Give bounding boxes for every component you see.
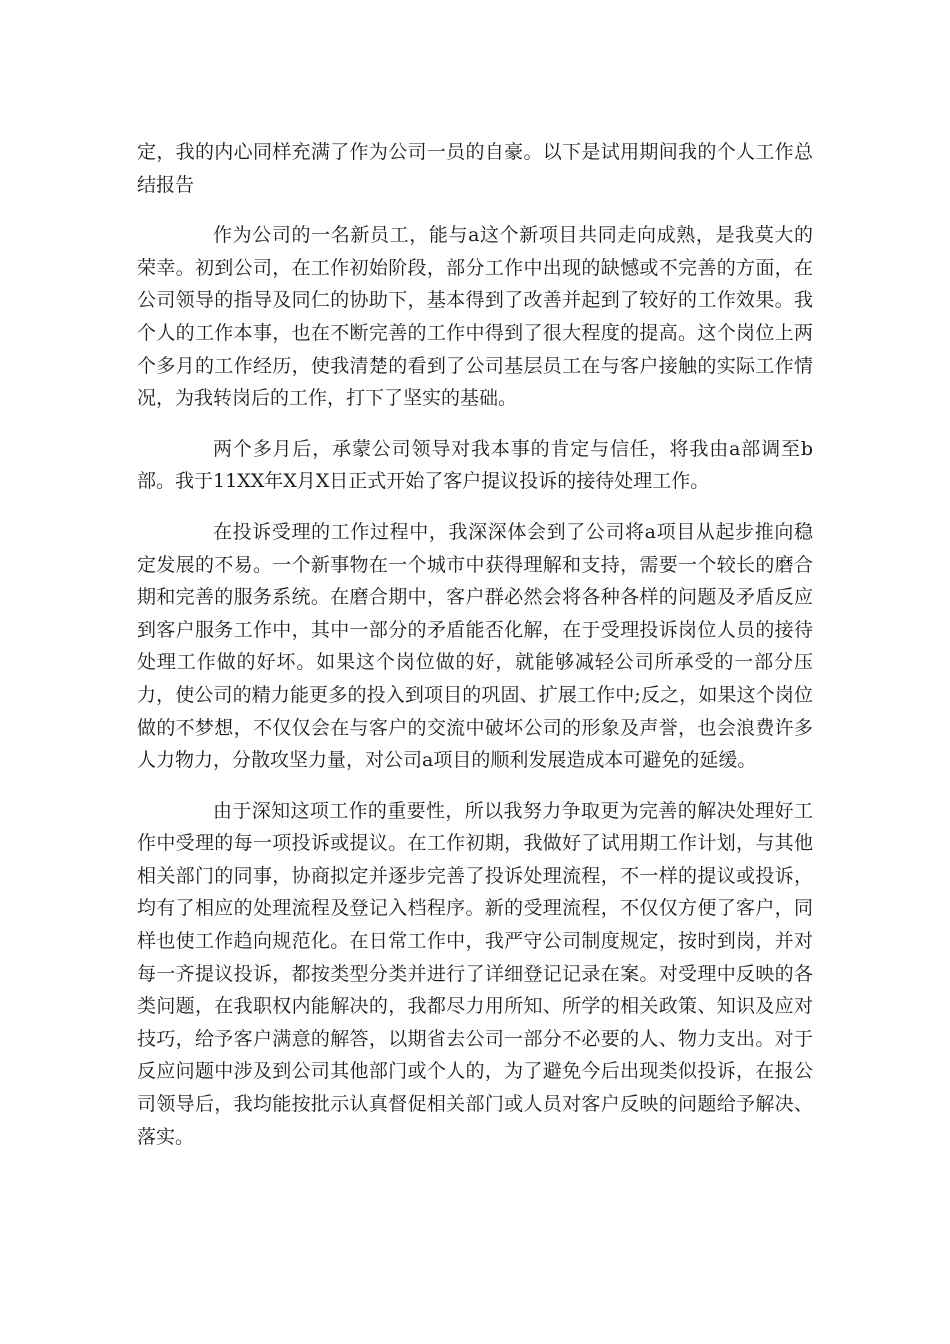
paragraph-complaint-process: 在投诉受理的工作过程中，我深深体会到了公司将a项目从起步推向稳定发展的不易。一个新事物在一个城市中获得理解和支持，需要一个较长的磨合期和完善的服务系统。在磨合期中，客户群必然会将各种各样的问题及矛盾反应到客户服务工作中，其中一部分的矛盾能否化解，在于受理投诉岗位人员的接待处理工作做的好坏。如果这个岗位做的好，就能够减轻公司所承受的一部分压力，使公司的精力能更多的投入到项目的巩固、扩展工作中;反之，如果这个岗位做的不梦想，不仅仅会在与客户的交流中破坏公司的形象及声誉，也会浪费许多人力物力，分散攻坚力量，对公司a项目的顺利发展造成本可避免的延缓。	[137, 520, 813, 772]
paragraph-new-employee: 作为公司的一名新员工，能与a这个新项目共同走向成熟，是我莫大的荣幸。初到公司，在工作初始阶段，部分工作中出现的缺憾或不完善的方面，在公司领导的指导及同仁的协助下，基本得到了改善并起到了较好的工作效果。我个人的工作本事，也在不断完善的工作中得到了很大程度的提高。这个岗位上两个多月的工作经历，使我清楚的看到了公司基层员工在与客户接触的实际工作情况，为我转岗后的工作，打下了坚实的基础。	[137, 224, 813, 410]
paragraph-transfer: 两个多月后，承蒙公司领导对我本事的肯定与信任，将我由a部调至b部。我于11XX年X月X日正式开始了客户提议投诉的接待处理工作。	[137, 437, 813, 493]
paragraph-importance: 由于深知这项工作的重要性，所以我努力争取更为完善的解决处理好工作中受理的每一项投诉或提议。在工作初期，我做好了试用期工作计划，与其他相关部门的同事，协商拟定并逐步完善了投诉处理流程，不一样的提议或投诉，均有了相应的处理流程及登记入档程序。新的受理流程，不仅仅方便了客户，同样也使工作趋向规范化。在日常工作中，我严守公司制度规定，按时到岗，并对每一齐提议投诉，都按类型分类并进行了详细登记记录在案。对受理中反映的各类问题，在我职权内能解决的，我都尽力用所知、所学的相关政策、知识及应对技巧，给予客户满意的解答，以期省去公司一部分不必要的人、物力支出。对于反应问题中涉及到公司其他部门或个人的，为了避免今后出现类似投诉，在报公司领导后，我均能按批示认真督促相关部门或人员对客户反映的问题给予解决、落实。	[137, 799, 813, 1148]
paragraph-intro-continuation: 定，我的内心同样充满了作为公司一员的自豪。以下是试用期间我的个人工作总结报告	[137, 141, 813, 196]
document-body	[137, 136, 813, 1171]
